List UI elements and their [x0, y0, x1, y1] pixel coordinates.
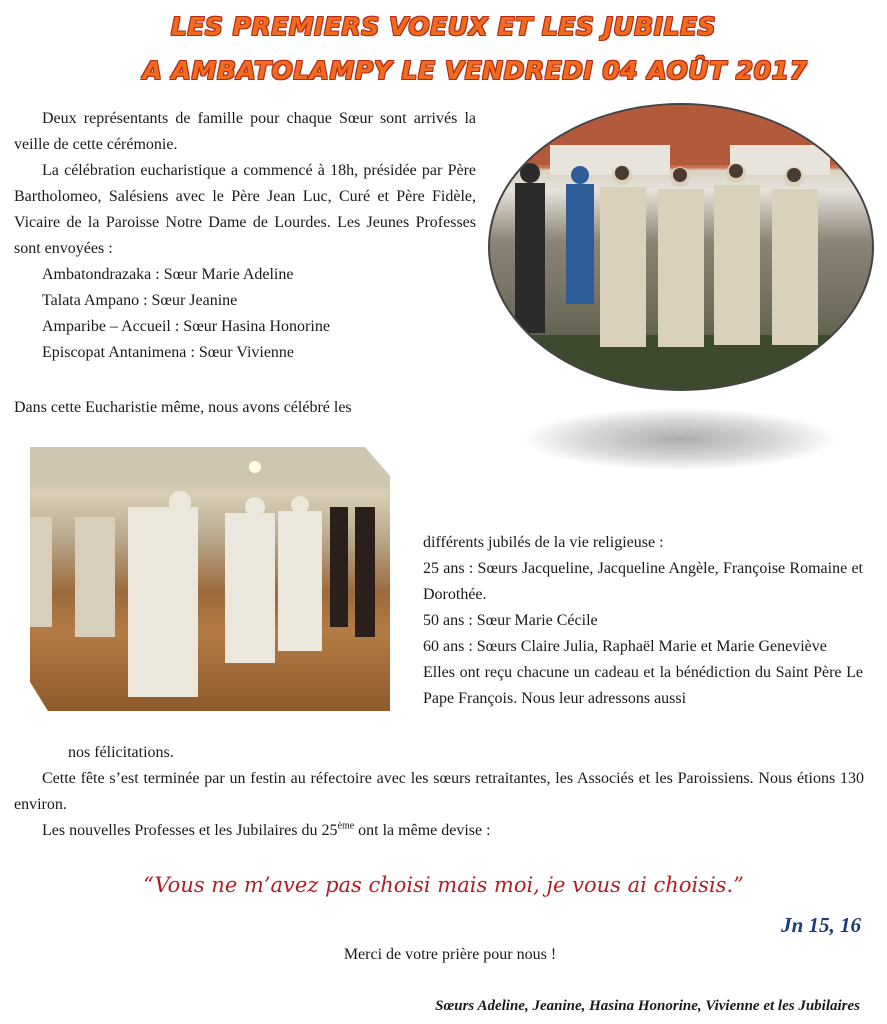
group-photo-figures — [490, 105, 872, 389]
motto-text-end: ont la même devise : — [354, 822, 491, 839]
assignment-item: Amparibe – Accueil : Sœur Hasina Honorine — [42, 318, 330, 335]
jubilees-intro: différents jubilés de la vie religieuse : — [423, 534, 664, 551]
closing-section — [14, 740, 864, 844]
jubilee-item: 60 ans : Sœurs Claire Julia, Raphaël Marie et Marie Geneviève — [423, 638, 827, 655]
intro-paragraph-2: La célébration eucharistique a commencé à 18h, présidée par Père Bartholomeo, Salésiens avec le Père Jean Luc, Curé et Père Fidèle, Vicaire de la Paroisse Notre Dame de Lourdes. Les Jeunes Professes sont envoyées : — [14, 162, 476, 257]
ceremony-photo-figures — [30, 447, 390, 711]
jubilee-item: 50 ans : Sœur Marie Cécile — [423, 612, 598, 629]
bible-reference: Jn 15, 16 — [781, 913, 861, 937]
group-photo-oval — [488, 103, 874, 391]
page-title-line-1: LES PREMIERS VOEUX ET LES JUBILES — [170, 12, 717, 41]
jubilee-item: 25 ans : Sœurs Jacqueline, Jacqueline Angèle, Françoise Romaine et Dorothée. — [423, 560, 863, 603]
ceremony-photo-frame — [14, 433, 406, 725]
intro-paragraph-1: Deux représentants de famille pour chaque Sœur sont arrivés la veille de cette cérémonie. — [14, 110, 476, 153]
intro-section — [14, 106, 476, 366]
bible-quote: “Vous ne m’avez pas choisi mais moi, je vous ai choisis.” — [143, 873, 744, 897]
gift-text: Elles ont reçu chacune un cadeau et la bénédiction du Saint Père Le Pape François. Nous leur adressons aussi — [423, 664, 863, 707]
jubilees-section — [423, 530, 863, 712]
assignment-list — [14, 262, 476, 366]
gift-text-end: nos félicitations. — [68, 744, 174, 761]
signature: Sœurs Adeline, Jeanine, Hasina Honorine, Vivienne et les Jubilaires — [435, 998, 860, 1014]
oval-photo-shadow — [525, 408, 835, 470]
feast-paragraph: Cette fête s’est terminée par un festin au réfectoire avec les sœurs retraitantes, les Associés et les Paroissiens. Nous étions 130 environ. — [14, 770, 864, 813]
page-title-line-2: A AMBATOLAMPY LE VENDREDI 04 AOÛT 2017 — [142, 56, 808, 85]
assignment-item: Talata Ampano : Sœur Jeanine — [42, 292, 238, 309]
thanks-text: Merci de votre prière pour nous ! — [343, 946, 557, 963]
motto-intro — [14, 818, 864, 844]
motto-superscript: ème — [337, 820, 355, 832]
motto-text: Les nouvelles Professes et les Jubilaires du 25 — [42, 822, 338, 839]
ceremony-photo — [30, 447, 390, 711]
transition-text: Dans cette Eucharistie même, nous avons célébré les — [14, 399, 352, 416]
assignment-item: Ambatondrazaka : Sœur Marie Adeline — [42, 266, 294, 283]
assignment-item: Episcopat Antanimena : Sœur Vivienne — [42, 344, 295, 361]
